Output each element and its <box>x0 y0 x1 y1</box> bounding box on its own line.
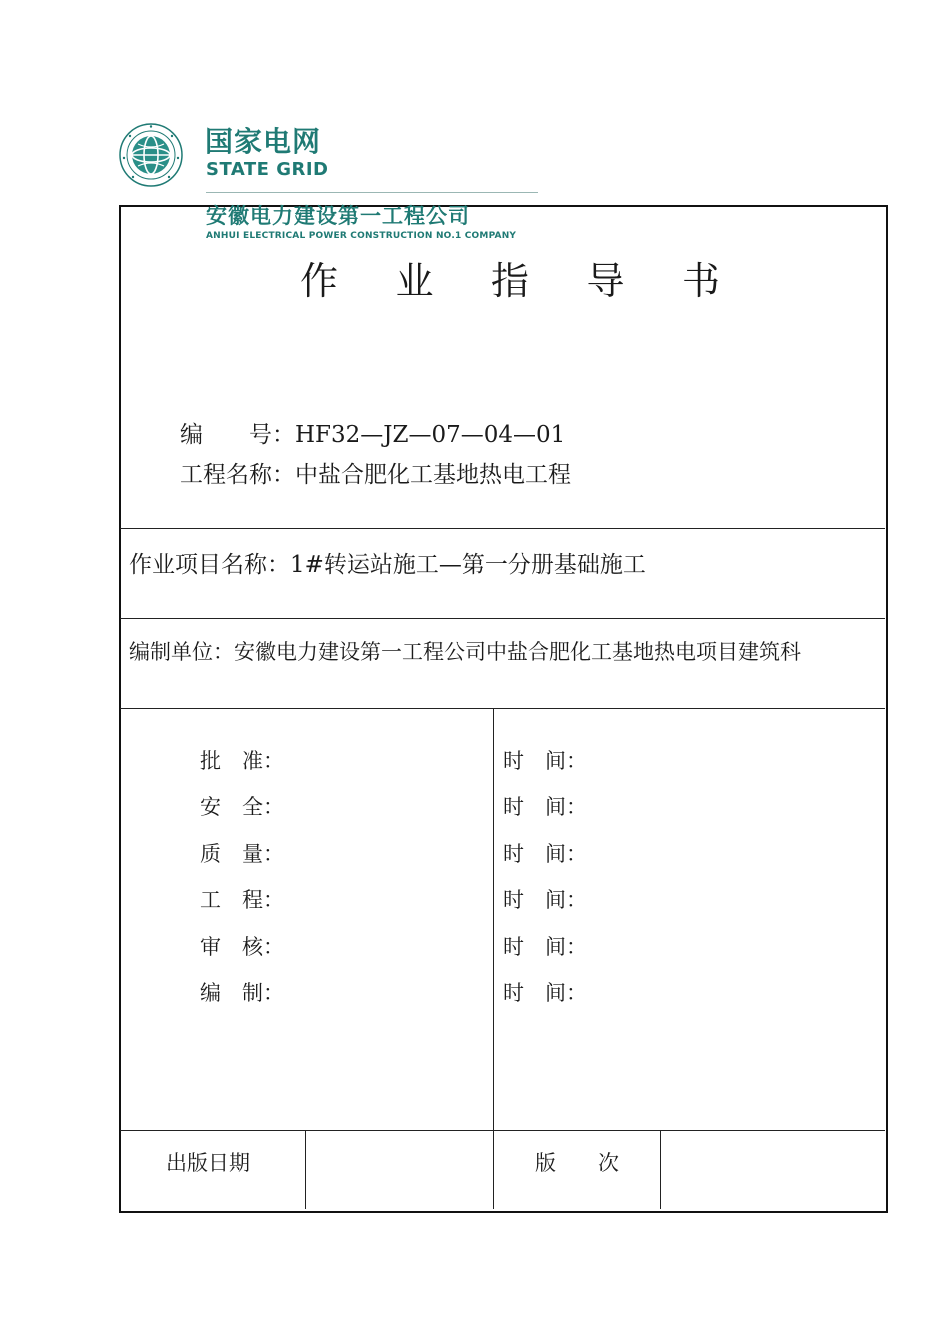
signature-time-quality <box>503 844 587 865</box>
compiling-unit-label: 编制单位： <box>129 640 234 664</box>
project-name-value: 中盐合肥化工基地热电工程 <box>295 462 571 488</box>
document-title-char: 业 <box>395 259 434 303</box>
signature-role: 质 量： <box>200 842 284 866</box>
signature-time-label: 时 间： <box>503 795 587 819</box>
document-title-char: 书 <box>681 259 720 303</box>
company-name-en: ANHUI ELECTRICAL POWER CONSTRUCTION NO.1 COMPANY <box>206 231 517 241</box>
signature-role: 批 准： <box>200 749 284 773</box>
divider-signature-columns <box>493 709 494 1209</box>
divider-work-item <box>120 618 885 619</box>
divider-footer-col3 <box>660 1131 661 1209</box>
signature-role: 工 程： <box>200 888 284 912</box>
work-item-value: 1#转运站施工—第一分册基础施工 <box>290 552 646 578</box>
signature-time-label: 时 间： <box>503 749 587 773</box>
brand-name-en: STATE GRID <box>206 159 329 180</box>
document-title-char: 作 <box>300 259 339 303</box>
divider-footer-col1 <box>305 1131 306 1209</box>
signature-time-approve <box>503 751 587 772</box>
publish-date-label: 出版日期 <box>166 1151 250 1175</box>
document-title-char: 指 <box>490 259 529 303</box>
signature-row-safety <box>200 797 284 818</box>
signature-row-compile <box>200 983 284 1004</box>
divider-unit <box>120 708 885 709</box>
signature-time-label: 时 间： <box>503 981 587 1005</box>
company-name-cn: 安徽电力建设第一工程公司 <box>206 204 470 228</box>
signature-role: 安 全： <box>200 795 284 819</box>
work-item-label: 作业项目名称： <box>129 552 290 578</box>
signature-time-compile <box>503 983 587 1004</box>
project-name-label: 工程名称： <box>180 462 295 488</box>
edition-label: 版 次 <box>535 1151 619 1175</box>
form-frame <box>119 205 888 1213</box>
signature-time-label: 时 间： <box>503 842 587 866</box>
signature-row-approve <box>200 751 284 772</box>
work-item-name <box>129 554 646 577</box>
header-divider <box>206 192 538 193</box>
signature-time-safety <box>503 797 587 818</box>
signature-role: 编 制： <box>200 981 284 1005</box>
divider-title-section <box>120 528 885 529</box>
document-title-char: 导 <box>586 259 625 303</box>
signature-time-label: 时 间： <box>503 935 587 959</box>
project-name <box>180 464 571 487</box>
signature-row-review <box>200 937 284 958</box>
document-number-label: 编 号： <box>180 422 295 448</box>
signature-time-engineering <box>503 890 587 911</box>
compiling-unit-value: 安徽电力建设第一工程公司中盐合肥化工基地热电项目建筑科 <box>234 640 801 664</box>
brand-name-cn: 国家电网 <box>205 125 322 158</box>
document-number-value: HF32—JZ—07—04—01 <box>295 422 566 448</box>
signature-time-review <box>503 937 587 958</box>
document-number <box>180 424 565 447</box>
state-grid-globe-emblem-icon <box>118 122 184 188</box>
signature-row-engineering <box>200 890 284 911</box>
signature-row-quality <box>200 844 284 865</box>
signature-role: 审 核： <box>200 935 284 959</box>
signature-time-label: 时 间： <box>503 888 587 912</box>
document-title <box>300 259 720 303</box>
compiling-unit <box>129 642 801 663</box>
divider-footer <box>120 1130 885 1131</box>
